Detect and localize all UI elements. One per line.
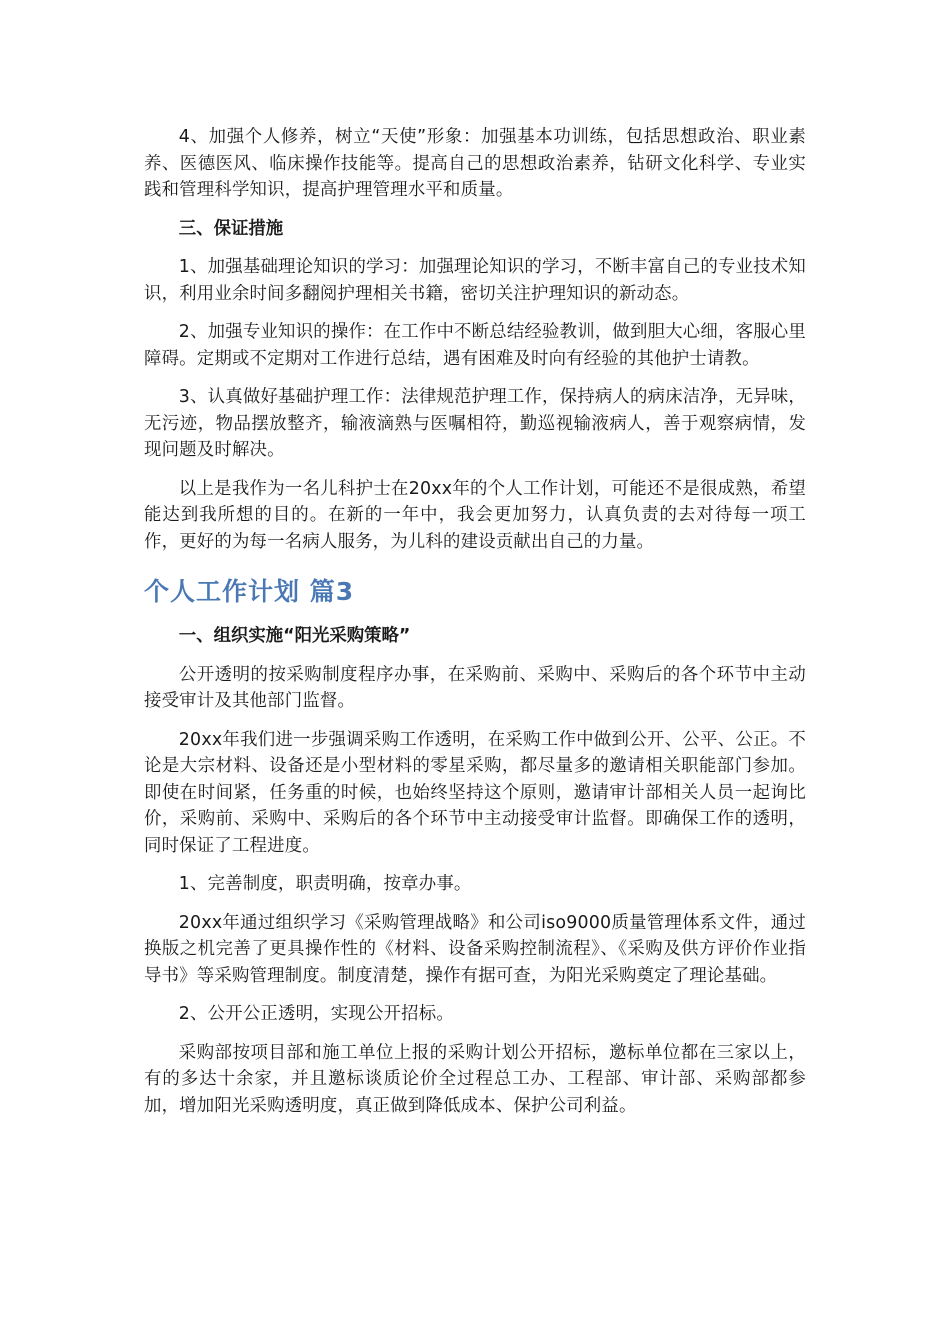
paragraph-a3-4: 20xx年通过组织学习《采购管理战略》和公司iso9000质量管理体系文件，通过换版之机完善了更具操作性的《材料、设备采购控制流程》、《采购及供方评价作业指导书》等采购管理制度。制度清楚，操作有据可查，为阳光采购奠定了理论基础。: [144, 912, 806, 986]
paragraph-measure-3: 3、认真做好基础护理工作：法律规范护理工作，保持病人的病床洁净，无异味，无污迹，物品摆放整齐，输液滴熟与医嘱相符，勤巡视输液病人，善于观察病情，发现问题及时解决。: [144, 387, 806, 460]
paragraph-a3-1: 公开透明的按采购制度程序办事，在采购前、采购中、采购后的各个环节中主动接受审计及其他部门监督。: [144, 664, 806, 711]
paragraph-a3-2: 20xx年我们进一步强调采购工作透明，在采购工作中做到公开、公平、公正。不论是大宗材料、设备还是小型材料的零星采购，都尽量多的邀请相关职能部门参加。即使在时间紧，任务重的时候，也始终坚持这个原则，邀请审计部相关人员一起询比价，采购前、采购中、采购后的各个环节中主动接受审计监督。即确保工作的透明，同时保证了工程进度。: [144, 729, 806, 856]
section-heading-sunshine: 一、组织实施“阳光采购策略”: [178, 626, 411, 646]
section-heading-guarantee: 三、保证措施: [178, 218, 284, 239]
paragraph-measure-2: 2、加强专业知识的操作：在工作中不断总结经验教训，做到胆大心细，客服心里障碍。定期或不定期对工作进行总结，遇有困难及时向有经验的其他护士请教。: [144, 322, 806, 369]
paragraph-item-4: 4、加强个人修养，树立“天使”形象：加强基本功训练，包括思想政治、职业素养、医德医风、临床操作技能等。提高自己的思想政治素养，钻研文化科学、专业实践和管理科学知识，提高护理管理水平和质量。: [144, 127, 806, 200]
paragraph-measure-1: 1、加强基础理论知识的学习：加强理论知识的学习，不断丰富自己的专业技术知识，利用业余时间多翻阅护理相关书籍，密切关注护理知识的新动态。: [144, 257, 806, 304]
paragraph-conclusion: 以上是我作为一名儿科护士在20xx年的个人工作计划，可能还不是很成熟，希望能达到我所想的目的。在新的一年中，我会更加努力，认真负责的去对待每一项工作，更好的为每一名病人服务，为儿科的建设贡献出自己的力量。: [144, 478, 806, 552]
paragraph-a3-6: 采购部按项目部和施工单位上报的采购计划公开招标，邀标单位都在三家以上，有的多达十余家，并且邀标谈质论价全过程总工办、工程部、审计部、采购部都参加，增加阳光采购透明度，真正做到降低成本、保护公司利益。: [144, 1042, 806, 1116]
paragraph-a3-5: 2、公开公正透明，实现公开招标。: [178, 1004, 454, 1024]
article-title: 个人工作计划 篇3: [144, 577, 355, 606]
document-page: [144, 124, 806, 1131]
paragraph-a3-3: 1、完善制度，职责明确，按章办事。: [178, 874, 472, 894]
